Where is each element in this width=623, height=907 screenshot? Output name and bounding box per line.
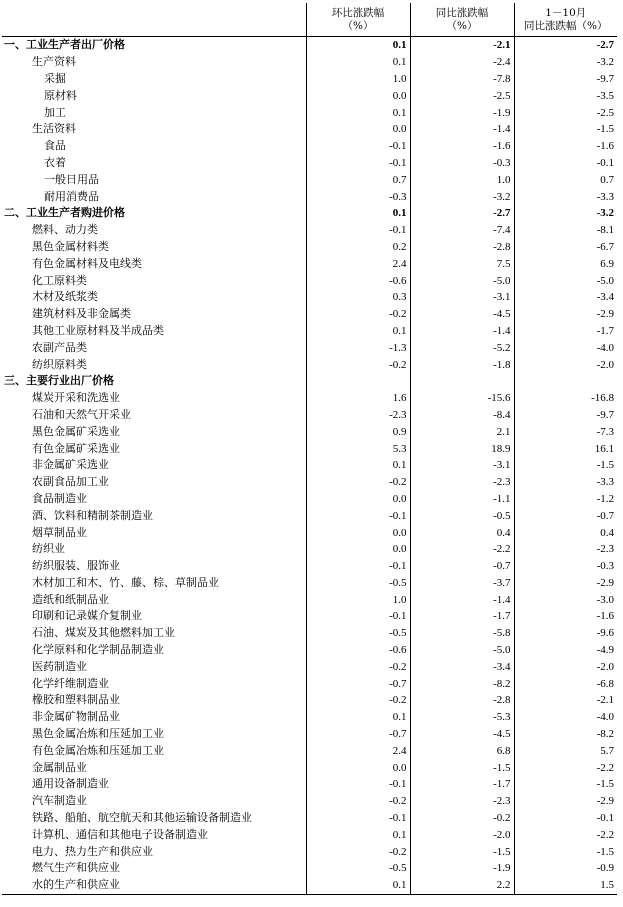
table-row: [2, 625, 617, 642]
row-mom-value: 1.0: [306, 591, 410, 608]
row-yoy-value: -1.7: [410, 776, 514, 793]
row-label: 三、主要行业出厂价格: [4, 374, 114, 388]
table-row: [2, 608, 617, 625]
table-row: [2, 138, 617, 155]
table-row: [2, 71, 617, 88]
row-mom-value: -0.7: [306, 726, 410, 743]
row-label: 二、工业生产者购进价格: [4, 206, 125, 220]
table-row: [2, 222, 617, 239]
row-yoy-value: -5.2: [410, 339, 514, 356]
row-label: 木材加工和木、竹、藤、棕、草制品业: [32, 575, 219, 589]
row-ytd-value: -2.2: [514, 759, 617, 776]
row-label: 纺织业: [32, 542, 65, 556]
row-mom-value: 0.1: [306, 37, 410, 54]
row-yoy-value: -2.1: [410, 37, 514, 54]
row-mom-value: -0.5: [306, 625, 410, 642]
row-mom-value: 0.0: [306, 524, 410, 541]
table-row: [2, 843, 617, 860]
row-mom-value: -0.2: [306, 793, 410, 810]
row-yoy-value: 1.0: [410, 171, 514, 188]
row-mom-value: 2.4: [306, 255, 410, 272]
row-yoy-value: -1.4: [410, 323, 514, 340]
row-mom-value: -0.1: [306, 558, 410, 575]
header-category: [2, 3, 306, 37]
header-mom-line1: 环比涨跌幅: [331, 6, 385, 19]
row-ytd-value: -1.5: [514, 457, 617, 474]
row-ytd-value: -1.6: [514, 608, 617, 625]
row-mom-value: -0.6: [306, 642, 410, 659]
row-mom-value: -0.1: [306, 776, 410, 793]
row-ytd-value: -0.9: [514, 860, 617, 877]
row-ytd-value: 1.5: [514, 877, 617, 894]
table-row: [2, 272, 617, 289]
table-row: [2, 575, 617, 592]
row-label: 水的生产和供应业: [2, 877, 306, 894]
row-label: 纺织服装、服饰业: [32, 559, 120, 573]
table-row: [2, 507, 617, 524]
row-label: 纺织原料类: [32, 357, 87, 371]
row-ytd-value: -2.2: [514, 826, 617, 843]
row-label: 燃气生产和供应业: [32, 861, 120, 875]
row-ytd-value: -0.1: [514, 155, 617, 172]
row-yoy-value: -2.2: [410, 541, 514, 558]
row-yoy-value: -1.5: [410, 759, 514, 776]
row-mom-value: 0.0: [306, 121, 410, 138]
row-yoy-value: -1.6: [410, 138, 514, 155]
row-ytd-value: -2.3: [514, 541, 617, 558]
row-yoy-value: 0.4: [410, 524, 514, 541]
row-yoy-value: 7.5: [410, 255, 514, 272]
table-row: [2, 726, 617, 743]
table-row: [2, 54, 617, 71]
table-row: [2, 323, 617, 340]
row-yoy-value: -1.4: [410, 121, 514, 138]
table-row: [2, 541, 617, 558]
header-mom: [306, 3, 410, 37]
row-yoy-value: -8.2: [410, 675, 514, 692]
row-ytd-value: -3.3: [514, 474, 617, 491]
row-label: 造纸和纸制品业: [32, 592, 109, 606]
table-row: [2, 826, 617, 843]
row-label: 汽车制造业: [32, 794, 87, 808]
price-index-table: [2, 3, 617, 895]
row-label: 生活资料: [32, 122, 76, 136]
row-ytd-value: -0.3: [514, 558, 617, 575]
row-mom-value: 2.4: [306, 742, 410, 759]
row-label: 计算机、通信和其他电子设备制造业: [32, 827, 208, 841]
table-row: [2, 188, 617, 205]
table-row: [2, 440, 617, 457]
table-row: [2, 860, 617, 877]
table-row: [2, 810, 617, 827]
row-yoy-value: 6.8: [410, 742, 514, 759]
row-label: 木材及纸浆类: [32, 290, 98, 304]
row-ytd-value: -2.0: [514, 356, 617, 373]
row-yoy-value: -2.0: [410, 826, 514, 843]
table-row: [2, 524, 617, 541]
row-label: 非金属矿采选业: [32, 458, 109, 472]
table-row: [2, 121, 617, 138]
table-row: [2, 423, 617, 440]
section-row: [2, 373, 617, 390]
row-yoy-value: -5.8: [410, 625, 514, 642]
table-row: [2, 457, 617, 474]
row-yoy-value: -2.3: [410, 474, 514, 491]
row-ytd-value: -1.5: [514, 776, 617, 793]
table-row: [2, 793, 617, 810]
row-yoy-value: -15.6: [410, 390, 514, 407]
row-mom-value: 0.0: [306, 491, 410, 508]
row-label: 建筑材料及非金属类: [32, 307, 131, 321]
row-ytd-value: -5.0: [514, 272, 617, 289]
row-yoy-value: -1.9: [410, 860, 514, 877]
row-ytd-value: -1.7: [514, 323, 617, 340]
row-ytd-value: -3.2: [514, 54, 617, 71]
table-row: [2, 558, 617, 575]
row-ytd-value: -0.7: [514, 507, 617, 524]
header-yoy-line2: （%）: [446, 19, 478, 32]
row-ytd-value: -2.0: [514, 658, 617, 675]
header-mom-line2: （%）: [342, 19, 374, 32]
row-label: 煤炭开采和洗选业: [32, 391, 120, 405]
header-yoy-line1: 同比涨跌幅: [435, 6, 489, 19]
row-yoy-value: -1.1: [410, 491, 514, 508]
row-mom-value: -0.2: [306, 843, 410, 860]
table-header: [2, 3, 617, 37]
row-mom-value: 0.0: [306, 759, 410, 776]
row-yoy-value: -0.5: [410, 507, 514, 524]
row-ytd-value: 16.1: [514, 440, 617, 457]
row-yoy-value: -5.0: [410, 272, 514, 289]
row-yoy-value: -1.9: [410, 104, 514, 121]
row-ytd-value: -9.7: [514, 407, 617, 424]
row-ytd-value: -2.9: [514, 306, 617, 323]
row-yoy-value: -0.3: [410, 155, 514, 172]
row-mom-value: 0.1: [306, 877, 410, 894]
row-yoy-value: -7.8: [410, 71, 514, 88]
row-mom-value: -0.5: [306, 860, 410, 877]
row-ytd-value: -6.7: [514, 239, 617, 256]
table-body: [2, 37, 617, 895]
row-label: 医药制造业: [32, 659, 87, 673]
row-ytd-value: 6.9: [514, 255, 617, 272]
row-mom-value: -0.1: [306, 155, 410, 172]
row-ytd-value: -16.8: [514, 390, 617, 407]
row-mom-value: 0.1: [306, 826, 410, 843]
row-mom-value: 0.1: [306, 205, 410, 222]
table-row: [2, 289, 617, 306]
row-ytd-value: -3.0: [514, 591, 617, 608]
row-ytd-value: -8.2: [514, 726, 617, 743]
row-yoy-value: -5.3: [410, 709, 514, 726]
table-row: [2, 407, 617, 424]
row-yoy-value: -4.5: [410, 306, 514, 323]
table-row: [2, 390, 617, 407]
table-row: [2, 491, 617, 508]
row-yoy-value: -3.2: [410, 188, 514, 205]
section-row: [2, 37, 617, 54]
row-yoy-value: -0.7: [410, 558, 514, 575]
row-label: 燃料、动力类: [32, 223, 98, 237]
table-row: [2, 239, 617, 256]
table-row: [2, 759, 617, 776]
row-ytd-value: -3.4: [514, 289, 617, 306]
row-label: 生产资料: [32, 55, 76, 69]
row-ytd-value: -3.2: [514, 205, 617, 222]
row-label: 有色金属材料及电线类: [32, 256, 142, 270]
row-yoy-value: -3.7: [410, 575, 514, 592]
row-label: 化学纤维制造业: [32, 676, 109, 690]
row-yoy-value: -4.5: [410, 726, 514, 743]
row-label: 食品: [44, 139, 66, 153]
row-mom-value: -0.1: [306, 608, 410, 625]
row-yoy-value: -3.4: [410, 658, 514, 675]
row-label: 采掘: [44, 71, 66, 85]
table-row: [2, 171, 617, 188]
row-yoy-value: -8.4: [410, 407, 514, 424]
header-ytd-line2: 同比涨跌幅（%）: [524, 19, 608, 32]
row-mom-value: 1.6: [306, 390, 410, 407]
row-mom-value: -0.1: [306, 810, 410, 827]
row-label: 印刷和记录媒介复制业: [32, 609, 142, 623]
row-ytd-value: -2.9: [514, 793, 617, 810]
row-mom-value: -1.3: [306, 339, 410, 356]
row-mom-value: 0.1: [306, 457, 410, 474]
row-label: 酒、饮料和精制茶制造业: [32, 508, 153, 522]
row-label: 加工: [44, 105, 66, 119]
row-mom-value: 0.7: [306, 171, 410, 188]
row-mom-value: 0.1: [306, 104, 410, 121]
row-ytd-value: -4.0: [514, 339, 617, 356]
table-row: [2, 339, 617, 356]
table-row: [2, 87, 617, 104]
row-mom-value: 0.3: [306, 289, 410, 306]
row-label: 石油、煤炭及其他燃料加工业: [32, 626, 175, 640]
row-ytd-value: -4.9: [514, 642, 617, 659]
table-row: [2, 692, 617, 709]
row-yoy-value: -2.3: [410, 793, 514, 810]
row-mom-value: -0.2: [306, 306, 410, 323]
table-row: [2, 306, 617, 323]
row-mom-value: -0.7: [306, 675, 410, 692]
row-ytd-value: -2.1: [514, 692, 617, 709]
header-yoy: [410, 3, 514, 37]
row-mom-value: 0.0: [306, 87, 410, 104]
row-yoy-value: -2.5: [410, 87, 514, 104]
row-yoy-value: -0.2: [410, 810, 514, 827]
row-mom-value: -0.2: [306, 356, 410, 373]
row-yoy-value: -1.4: [410, 591, 514, 608]
row-label: 一般日用品: [44, 172, 99, 186]
row-mom-value: -2.3: [306, 407, 410, 424]
row-label: 有色金属冶炼和压延加工业: [32, 743, 164, 757]
table-row: [2, 642, 617, 659]
row-label: 原材料: [44, 88, 77, 102]
row-ytd-value: -1.2: [514, 491, 617, 508]
table-row: [2, 709, 617, 726]
row-mom-value: 0.2: [306, 239, 410, 256]
row-label: 耐用消费品: [44, 189, 99, 203]
table-row: [2, 474, 617, 491]
row-ytd-value: -0.1: [514, 810, 617, 827]
row-ytd-value: 0.7: [514, 171, 617, 188]
row-ytd-value: -9.6: [514, 625, 617, 642]
row-label: 食品制造业: [32, 491, 87, 505]
row-label: 农副食品加工业: [32, 475, 109, 489]
row-label: 有色金属矿采选业: [32, 441, 120, 455]
row-ytd-value: [514, 373, 617, 390]
table-row: [2, 742, 617, 759]
row-label: 烟草制品业: [32, 525, 87, 539]
row-label: 石油和天然气开采业: [32, 407, 131, 421]
row-yoy-value: -2.7: [410, 205, 514, 222]
row-ytd-value: -6.8: [514, 675, 617, 692]
row-mom-value: 0.9: [306, 423, 410, 440]
header-ytd: [514, 3, 617, 37]
row-mom-value: -0.5: [306, 575, 410, 592]
row-label: 非金属矿物制品业: [32, 710, 120, 724]
section-row: [2, 205, 617, 222]
row-ytd-value: 0.4: [514, 524, 617, 541]
row-yoy-value: [410, 373, 514, 390]
row-label: 通用设备制造业: [32, 777, 109, 791]
row-label: 黑色金属材料类: [32, 239, 109, 253]
table-row: [2, 591, 617, 608]
row-label: 黑色金属矿采选业: [32, 424, 120, 438]
row-mom-value: 0.0: [306, 541, 410, 558]
row-mom-value: [306, 373, 410, 390]
row-label: 电力、热力生产和供应业: [32, 844, 153, 858]
row-mom-value: -0.2: [306, 692, 410, 709]
row-yoy-value: -3.1: [410, 289, 514, 306]
row-label: 橡胶和塑料制品业: [32, 693, 120, 707]
row-mom-value: 1.0: [306, 71, 410, 88]
row-yoy-value: -1.7: [410, 608, 514, 625]
row-ytd-value: 5.7: [514, 742, 617, 759]
row-yoy-value: -7.4: [410, 222, 514, 239]
row-ytd-value: -9.7: [514, 71, 617, 88]
table-row: [2, 255, 617, 272]
row-yoy-value: -1.5: [410, 843, 514, 860]
table-row: [2, 104, 617, 121]
row-ytd-value: -4.0: [514, 709, 617, 726]
table-row: [2, 776, 617, 793]
row-label: 农副产品类: [32, 340, 87, 354]
row-label: 金属制品业: [32, 760, 87, 774]
row-yoy-value: 2.2: [410, 877, 514, 894]
row-ytd-value: -3.3: [514, 188, 617, 205]
row-label: 化学原料和化学制品制造业: [32, 643, 164, 657]
row-ytd-value: -1.5: [514, 843, 617, 860]
row-yoy-value: 18.9: [410, 440, 514, 457]
row-label: 一、工业生产者出厂价格: [4, 38, 125, 52]
row-mom-value: 0.1: [306, 54, 410, 71]
row-yoy-value: 2.1: [410, 423, 514, 440]
row-yoy-value: -5.0: [410, 642, 514, 659]
row-mom-value: -0.1: [306, 138, 410, 155]
row-mom-value: -0.6: [306, 272, 410, 289]
table-row: [2, 356, 617, 373]
row-yoy-value: -2.8: [410, 239, 514, 256]
row-mom-value: -0.2: [306, 474, 410, 491]
row-mom-value: 0.1: [306, 323, 410, 340]
row-yoy-value: -2.8: [410, 692, 514, 709]
row-ytd-value: -1.6: [514, 138, 617, 155]
row-mom-value: -0.1: [306, 222, 410, 239]
table-row: [2, 155, 617, 172]
row-label: 其他工业原材料及半成品类: [32, 323, 164, 337]
row-ytd-value: -2.5: [514, 104, 617, 121]
table-row: [2, 658, 617, 675]
row-mom-value: -0.3: [306, 188, 410, 205]
row-yoy-value: -2.4: [410, 54, 514, 71]
row-ytd-value: -2.9: [514, 575, 617, 592]
table-row: [2, 675, 617, 692]
row-ytd-value: -7.3: [514, 423, 617, 440]
row-ytd-value: -3.5: [514, 87, 617, 104]
row-ytd-value: -8.1: [514, 222, 617, 239]
row-mom-value: 5.3: [306, 440, 410, 457]
header-ytd-line1: 1－10月: [545, 6, 587, 19]
row-mom-value: -0.1: [306, 507, 410, 524]
row-yoy-value: -1.8: [410, 356, 514, 373]
row-ytd-value: -1.5: [514, 121, 617, 138]
row-mom-value: 0.1: [306, 709, 410, 726]
row-mom-value: -0.2: [306, 658, 410, 675]
table-row: [2, 877, 617, 894]
row-label: 黑色金属冶炼和压延加工业: [32, 727, 164, 741]
row-yoy-value: -3.1: [410, 457, 514, 474]
row-label: 铁路、船舶、航空航天和其他运输设备制造业: [32, 811, 252, 825]
row-ytd-value: -2.7: [514, 37, 617, 54]
row-label: 衣着: [44, 155, 66, 169]
row-label: 化工原料类: [32, 273, 87, 287]
